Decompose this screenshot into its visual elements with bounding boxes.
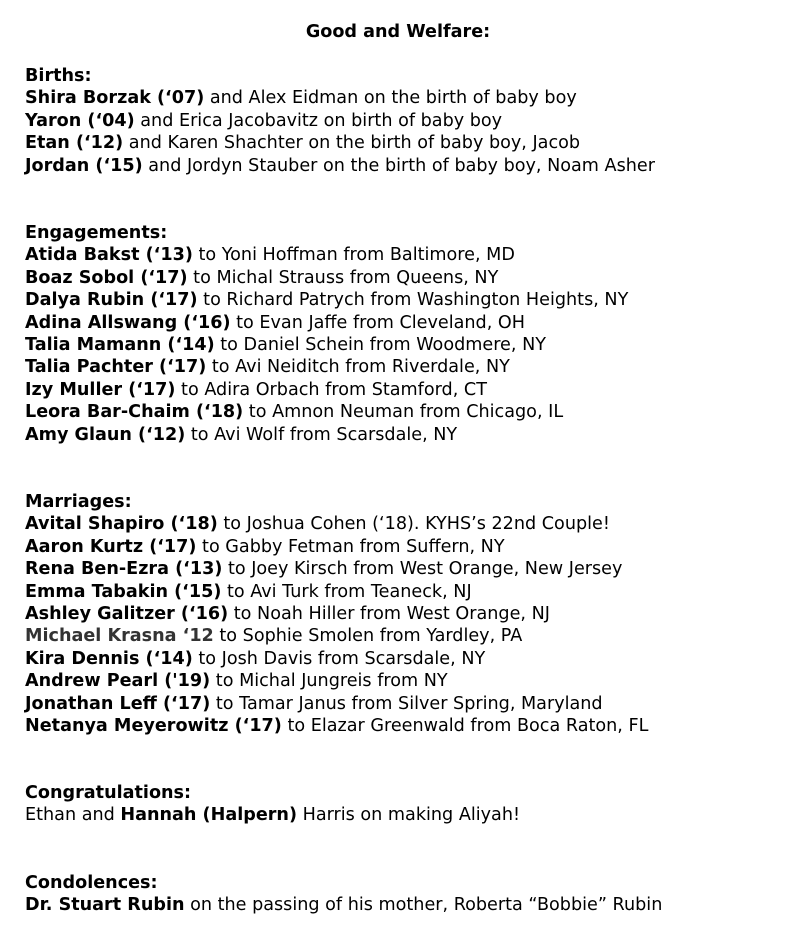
- engagement-item: [25, 267, 785, 289]
- condolences-heading: Condolences:: [25, 873, 158, 893]
- engagement-detail: to Richard Patrych from Washington Heights, NY: [197, 290, 629, 311]
- engagement-name: Atida Bakst (‘13): [25, 245, 193, 266]
- engagement-item: [25, 401, 785, 423]
- marriage-detail: to Joshua Cohen (‘18). KYHS’s 22nd Couple!: [217, 514, 610, 535]
- engagement-detail: to Adira Orbach from Stamford, CT: [175, 379, 487, 400]
- condolences-item: [25, 894, 785, 916]
- marriage-name: Rena Ben-Ezra (‘13): [25, 559, 223, 580]
- birth-name: Shira Borzak (‘07): [25, 88, 205, 109]
- engagement-detail: to Avi Wolf from Scarsdale, NY: [185, 424, 458, 445]
- page-title: Good and Welfare:: [305, 22, 491, 42]
- congratulations-section: [25, 782, 785, 827]
- congratulations-name: Hannah (Halpern): [120, 805, 297, 826]
- marriage-detail: to Tamar Janus from Silver Spring, Maryland: [210, 693, 603, 714]
- engagement-name: Leora Bar-Chaim (‘18): [25, 402, 244, 423]
- engagement-detail: to Amnon Neuman from Chicago, IL: [243, 402, 564, 423]
- marriage-name: Michael Krasna ‘12: [25, 626, 214, 647]
- engagement-name: Talia Mamann (‘14): [25, 334, 215, 355]
- birth-item: [25, 132, 785, 154]
- marriage-item: [25, 670, 785, 692]
- condolences-section: [25, 872, 785, 917]
- engagement-name: Talia Pachter (‘17): [25, 357, 207, 378]
- marriages-section: [25, 491, 785, 737]
- engagement-name: Izy Muller (‘17): [25, 379, 176, 400]
- marriage-item: [25, 513, 785, 535]
- engagement-name: Adina Allswang (‘16): [25, 312, 231, 333]
- marriage-name: Andrew Pearl ('19): [25, 671, 211, 692]
- engagement-item: [25, 312, 785, 334]
- engagement-item: [25, 289, 785, 311]
- marriage-detail: to Joey Kirsch from West Orange, New Jersey: [222, 559, 623, 580]
- marriage-item: [25, 603, 785, 625]
- condolences-name: Dr. Stuart Rubin: [25, 895, 185, 916]
- marriage-detail: to Elazar Greenwald from Boca Raton, FL: [281, 715, 649, 736]
- birth-detail: and Erica Jacobavitz on birth of baby boy: [134, 110, 503, 131]
- engagement-item: [25, 334, 785, 356]
- condolences-detail: on the passing of his mother, Roberta “Bobbie” Rubin: [184, 895, 663, 916]
- marriage-item: [25, 648, 785, 670]
- engagement-detail: to Yoni Hoffman from Baltimore, MD: [192, 245, 515, 266]
- marriage-name: Emma Tabakin (‘15): [25, 581, 222, 602]
- marriage-detail: to Avi Turk from Teaneck, NJ: [221, 581, 472, 602]
- engagement-name: Boaz Sobol (‘17): [25, 267, 188, 288]
- marriage-detail: to Sophie Smolen from Yardley, PA: [213, 626, 523, 647]
- birth-name: Yaron (‘04): [25, 110, 135, 131]
- marriage-item: [25, 581, 785, 603]
- birth-detail: and Karen Shachter on the birth of baby boy, Jacob: [123, 133, 581, 154]
- engagement-item: [25, 379, 785, 401]
- marriage-detail: to Gabby Fetman from Suffern, NY: [196, 536, 505, 557]
- birth-item: [25, 110, 785, 132]
- congratulations-prefix: Ethan and: [25, 805, 121, 826]
- engagement-item: [25, 244, 785, 266]
- marriage-item: [25, 693, 785, 715]
- engagement-name: Amy Glaun (‘12): [25, 424, 186, 445]
- birth-item: [25, 155, 785, 177]
- engagements-heading: Engagements:: [25, 223, 168, 243]
- engagement-detail: to Michal Strauss from Queens, NY: [187, 267, 499, 288]
- marriage-name: Ashley Galitzer (‘16): [25, 603, 229, 624]
- engagement-detail: to Daniel Schein from Woodmere, NY: [214, 334, 546, 355]
- engagements-section: [25, 222, 785, 446]
- marriage-item: [25, 536, 785, 558]
- birth-detail: and Alex Eidman on the birth of baby boy: [204, 88, 577, 109]
- engagement-detail: to Avi Neiditch from Riverdale, NY: [206, 357, 510, 378]
- marriage-item: [25, 625, 785, 647]
- birth-name: Jordan (‘15): [25, 155, 143, 176]
- congratulations-item: [25, 804, 785, 826]
- engagement-item: [25, 356, 785, 378]
- engagement-name: Dalya Rubin (‘17): [25, 290, 198, 311]
- congratulations-heading: Congratulations:: [25, 783, 192, 803]
- births-heading: Births:: [25, 66, 92, 86]
- birth-name: Etan (‘12): [25, 133, 124, 154]
- marriage-name: Jonathan Leff (‘17): [25, 693, 211, 714]
- marriage-detail: to Josh Davis from Scarsdale, NY: [192, 648, 486, 669]
- marriage-name: Kira Dennis (‘14): [25, 648, 193, 669]
- marriage-name: Avital Shapiro (‘18): [25, 514, 218, 535]
- marriage-item: [25, 715, 785, 737]
- marriage-name: Netanya Meyerowitz (‘17): [25, 715, 282, 736]
- congratulations-detail: Harris on making Aliyah!: [297, 805, 521, 826]
- births-section: [25, 65, 785, 177]
- marriage-detail: to Michal Jungreis from NY: [210, 671, 448, 692]
- engagement-detail: to Evan Jaffe from Cleveland, OH: [230, 312, 525, 333]
- marriage-name: Aaron Kurtz (‘17): [25, 536, 197, 557]
- marriage-detail: to Noah Hiller from West Orange, NJ: [228, 603, 550, 624]
- birth-item: [25, 87, 785, 109]
- engagement-item: [25, 424, 785, 446]
- birth-detail: and Jordyn Stauber on the birth of baby boy, Noam Asher: [142, 155, 655, 176]
- marriage-item: [25, 558, 785, 580]
- marriages-heading: Marriages:: [25, 492, 132, 512]
